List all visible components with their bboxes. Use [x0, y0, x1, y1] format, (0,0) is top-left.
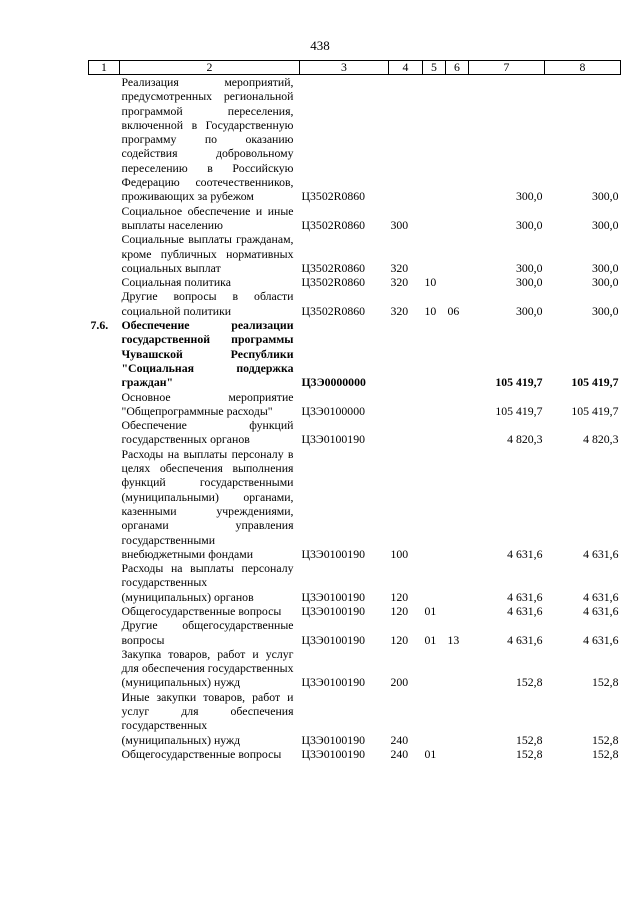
- amount-col7: 300,0: [515, 189, 543, 204]
- table-row: [89, 232, 621, 275]
- expense-type-code: 240: [390, 746, 409, 761]
- target-article-code: Ц3Э0100190: [301, 632, 365, 647]
- row-description: Социальная политика: [121, 275, 231, 290]
- target-article-code: Ц3502R0860: [301, 260, 366, 275]
- amount-col8: 152,8: [591, 732, 619, 747]
- row-description: Социальное обеспечение и иные выплаты населению: [121, 203, 294, 232]
- row-number: [89, 289, 120, 318]
- section-code: [423, 690, 446, 747]
- amount-col7: 4 631,6: [507, 632, 543, 647]
- amount-col8: 152,8: [591, 746, 619, 761]
- table-row: [89, 561, 621, 604]
- row-number: [89, 690, 120, 747]
- row-description: Социальные выплаты гражданам, кроме публичных нормативных социальных выплат: [121, 232, 294, 275]
- row-number: [89, 447, 120, 561]
- amount-col7: 105 419,7: [495, 375, 543, 390]
- row-description: Иные закупки товаров, работ и услуг для обеспечения государственных (муниципальных) нужд: [121, 689, 294, 747]
- row-description: Расходы на выплаты персоналу в целях обеспечения выполнения функций государственными (муниципальными) органами, казенными учреждениями, органами управления государственными внебюджетными фондами: [121, 446, 294, 561]
- row-description: Другие общегосударственные вопросы: [121, 618, 294, 647]
- row-number: 7.6.: [90, 318, 109, 333]
- subsection-code: 13: [447, 632, 460, 647]
- row-description: Другие вопросы в области социальной политики: [121, 289, 294, 318]
- target-article-code: Ц3502R0860: [301, 217, 366, 232]
- target-article-code: Ц3502R0860: [301, 189, 366, 204]
- subsection-code: [446, 275, 469, 289]
- section-code: 01: [424, 632, 437, 647]
- section-code: [423, 561, 446, 604]
- amount-col8: 105 419,7: [571, 403, 619, 418]
- section-code: [423, 418, 446, 447]
- row-description: Обеспечение функций государственных органов: [121, 418, 294, 447]
- row-number: [89, 204, 120, 233]
- amount-col7: 4 820,3: [507, 432, 543, 447]
- column-header: 3: [300, 61, 389, 75]
- section-code: [423, 232, 446, 275]
- target-article-code: Ц3Э0100000: [301, 403, 365, 418]
- subsection-code: [446, 561, 469, 604]
- page-number: 438: [310, 38, 330, 53]
- section-code: 01: [424, 603, 437, 618]
- amount-col8: 4 631,6: [583, 632, 619, 647]
- table-row: [89, 618, 621, 647]
- row-number: [89, 647, 120, 690]
- budget-table: [88, 60, 621, 761]
- row-number: [89, 390, 120, 419]
- row-description: Расходы на выплаты персоналу государственных (муниципальных) органов: [121, 561, 294, 604]
- row-description: Основное мероприятие "Общепрограммные расходы": [121, 389, 294, 418]
- expense-type-code: 200: [390, 675, 409, 690]
- expense-type-code: 300: [390, 217, 409, 232]
- subsection-code: [446, 75, 469, 204]
- expense-type-code: 240: [390, 732, 409, 747]
- table-row: [89, 275, 621, 289]
- amount-col8: 105 419,7: [571, 375, 619, 390]
- column-header: 5: [423, 61, 446, 75]
- target-article-code: Ц3Э0100190: [301, 732, 365, 747]
- expense-type-code: [389, 418, 423, 447]
- row-description: Закупка товаров, работ и услуг для обеспечения государственных (муниципальных) нужд: [121, 646, 294, 690]
- amount-col7: 152,8: [515, 732, 543, 747]
- subsection-code: [446, 604, 469, 618]
- target-article-code: Ц3Э0100190: [301, 603, 365, 618]
- amount-col7: 300,0: [515, 217, 543, 232]
- table-row: [89, 418, 621, 447]
- table-row: [89, 204, 621, 233]
- section-code: 10: [424, 275, 437, 290]
- amount-col7: 300,0: [515, 303, 543, 318]
- column-header: 6: [446, 61, 469, 75]
- subsection-code: [446, 390, 469, 419]
- table-row: [89, 447, 621, 561]
- table-row: [89, 390, 621, 419]
- expense-type-code: 120: [390, 603, 409, 618]
- column-header: 4: [389, 61, 423, 75]
- expense-type-code: 320: [390, 260, 409, 275]
- subsection-code: [446, 318, 469, 389]
- column-header: 8: [545, 61, 621, 75]
- expense-type-code: [389, 318, 423, 389]
- amount-col8: 300,0: [591, 217, 619, 232]
- section-code: [423, 204, 446, 233]
- section-code: [423, 647, 446, 690]
- table-row: [89, 75, 621, 204]
- table-row: [89, 647, 621, 690]
- table-row: [89, 747, 621, 761]
- amount-col8: 152,8: [591, 675, 619, 690]
- column-header: 7: [469, 61, 545, 75]
- amount-col8: 4 631,6: [583, 603, 619, 618]
- table-row: [89, 604, 621, 618]
- column-header: 2: [120, 61, 300, 75]
- expense-type-code: [389, 75, 423, 204]
- row-number: [89, 604, 120, 618]
- expense-type-code: 120: [390, 632, 409, 647]
- target-article-code: Ц3502R0860: [301, 275, 366, 290]
- column-header: 1: [89, 61, 120, 75]
- target-article-code: Ц3502R0860: [301, 303, 366, 318]
- target-article-code: Ц3Э0100190: [301, 546, 365, 561]
- expense-type-code: 120: [390, 589, 409, 604]
- amount-col8: 4 631,6: [583, 546, 619, 561]
- section-code: [423, 75, 446, 204]
- subsection-code: 06: [447, 303, 460, 318]
- amount-col8: 4 820,3: [583, 432, 619, 447]
- subsection-code: [446, 204, 469, 233]
- row-number: [89, 275, 120, 289]
- amount-col8: 300,0: [591, 303, 619, 318]
- subsection-code: [446, 232, 469, 275]
- row-description: Реализация мероприятий, предусмотренных региональной программой переселения, включенной в Государственную программу по оказанию содействия добровольному переселению в Российскую Федерацию соотечественников, проживающих за рубежом: [121, 75, 294, 204]
- amount-col8: 300,0: [591, 189, 619, 204]
- section-code: [423, 390, 446, 419]
- row-number: [89, 561, 120, 604]
- target-article-code: Ц3Э0100190: [301, 675, 365, 690]
- amount-col7: 4 631,6: [507, 546, 543, 561]
- row-number: [89, 75, 120, 204]
- amount-col7: 4 631,6: [507, 603, 543, 618]
- target-article-code: Ц3Э0000000: [301, 375, 366, 390]
- subsection-code: [446, 418, 469, 447]
- amount-col7: 152,8: [515, 746, 543, 761]
- section-code: 10: [424, 303, 437, 318]
- table-row: [89, 690, 621, 747]
- row-description: Общегосударственные вопросы: [121, 746, 282, 761]
- subsection-code: [446, 447, 469, 561]
- amount-col8: 300,0: [591, 260, 619, 275]
- section-code: [423, 318, 446, 389]
- row-number: [89, 618, 120, 647]
- amount-col7: 300,0: [515, 260, 543, 275]
- amount-col7: 105 419,7: [495, 403, 543, 418]
- row-number: [89, 747, 120, 761]
- table-row: [89, 289, 621, 318]
- row-number: [89, 418, 120, 447]
- amount-col8: 300,0: [591, 275, 619, 290]
- target-article-code: Ц3Э0100190: [301, 432, 365, 447]
- column-header-row: [89, 61, 621, 75]
- amount-col7: 152,8: [515, 675, 543, 690]
- section-code: 01: [424, 746, 437, 761]
- row-description: Общегосударственные вопросы: [121, 603, 282, 618]
- subsection-code: [446, 690, 469, 747]
- section-code: [423, 447, 446, 561]
- subsection-code: [446, 647, 469, 690]
- row-description: Обеспечение реализации государственной программы Чувашской Республики "Социальная поддержка граждан": [121, 318, 294, 390]
- target-article-code: Ц3Э0100190: [301, 746, 365, 761]
- subsection-code: [446, 747, 469, 761]
- amount-col7: 4 631,6: [507, 589, 543, 604]
- expense-type-code: [389, 390, 423, 419]
- expense-type-code: 100: [390, 546, 409, 561]
- table-row: [89, 318, 621, 389]
- amount-col7: 300,0: [515, 275, 543, 290]
- expense-type-code: 320: [390, 303, 409, 318]
- target-article-code: Ц3Э0100190: [301, 589, 365, 604]
- row-number: [89, 232, 120, 275]
- expense-type-code: 320: [390, 275, 409, 290]
- amount-col8: 4 631,6: [583, 589, 619, 604]
